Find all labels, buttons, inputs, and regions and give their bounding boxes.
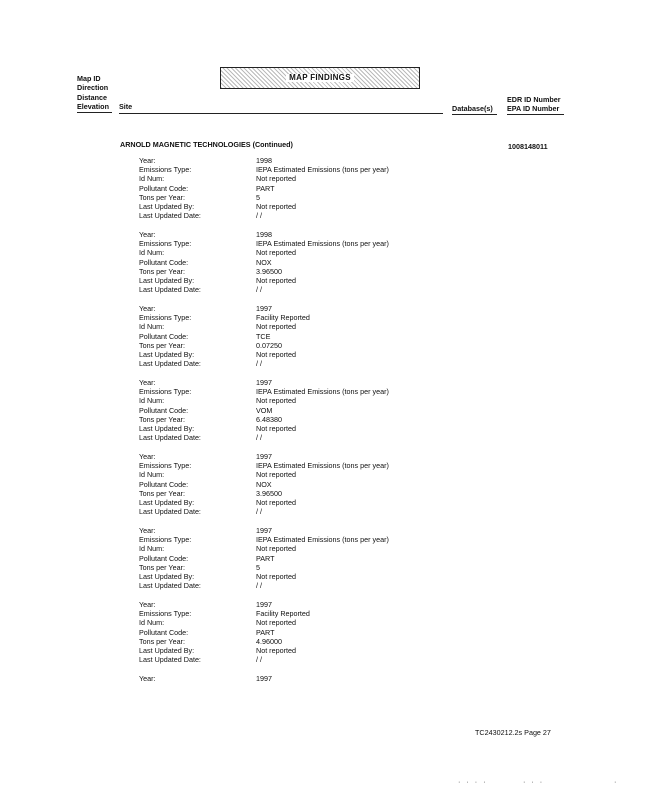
field-value-pollutant-code: PART [256, 183, 275, 193]
field-label-last-updated-date: Last Updated Date: [139, 581, 201, 591]
field-label-pollutant-code: Pollutant Code: [139, 479, 189, 489]
field-value-emissions-type: IEPA Estimated Emissions (tons per year) [256, 461, 389, 471]
distance-label: Distance [77, 92, 107, 102]
field-label-emissions-type: Emissions Type: [139, 165, 192, 175]
field-label-last-updated-date: Last Updated Date: [139, 655, 201, 665]
field-label-id-num: Id Num: [139, 174, 165, 184]
field-value-emissions-type: IEPA Estimated Emissions (tons per year) [256, 239, 389, 249]
field-label-year: Year: [139, 378, 156, 387]
field-label-year: Year: [139, 304, 156, 313]
field-label-year: Year: [139, 452, 156, 461]
field-value-tons-per-year: 3.96500 [256, 488, 282, 498]
edr-id-value: 1008148011 [508, 142, 548, 151]
field-label-last-updated-date: Last Updated Date: [139, 211, 201, 221]
field-label-pollutant-code: Pollutant Code: [139, 405, 189, 415]
field-label-last-updated-date: Last Updated Date: [139, 433, 201, 443]
field-label-last-updated-by: Last Updated By: [139, 201, 195, 211]
map-findings-banner [220, 67, 420, 89]
field-label-emissions-type: Emissions Type: [139, 313, 192, 323]
field-value-pollutant-code: NOX [256, 257, 272, 267]
field-value-last-updated-by: Not reported [256, 275, 296, 285]
field-label-pollutant-code: Pollutant Code: [139, 627, 189, 637]
field-label-id-num: Id Num: [139, 618, 165, 628]
field-label-last-updated-by: Last Updated By: [139, 497, 195, 507]
field-value-id-num: Not reported [256, 470, 296, 480]
field-value-id-num: Not reported [256, 174, 296, 184]
field-label-tons-per-year: Tons per Year: [139, 488, 185, 498]
field-value-last-updated-date: / / [256, 581, 262, 591]
field-label-id-num: Id Num: [139, 544, 165, 554]
field-value-year: 1997 [256, 304, 272, 313]
field-label-tons-per-year: Tons per Year: [139, 340, 185, 350]
scan-dots: · · · · [458, 777, 488, 786]
field-value-tons-per-year: 4.96000 [256, 636, 282, 646]
field-label-last-updated-date: Last Updated Date: [139, 507, 201, 517]
field-value-emissions-type: Facility Reported [256, 609, 310, 619]
field-label-pollutant-code: Pollutant Code: [139, 183, 189, 193]
field-label-last-updated-by: Last Updated By: [139, 571, 195, 581]
page-reference: TC2430212.2s Page 27 [475, 728, 551, 737]
field-value-last-updated-date: / / [256, 359, 262, 369]
field-label-emissions-type: Emissions Type: [139, 535, 192, 545]
field-label-id-num: Id Num: [139, 322, 165, 332]
field-value-last-updated-by: Not reported [256, 497, 296, 507]
field-label-tons-per-year: Tons per Year: [139, 636, 185, 646]
field-value-last-updated-date: / / [256, 433, 262, 443]
field-value-emissions-type: IEPA Estimated Emissions (tons per year) [256, 165, 389, 175]
field-value-year: 1997 [256, 526, 272, 535]
scan-dots: · · · [523, 777, 545, 786]
field-label-pollutant-code: Pollutant Code: [139, 257, 189, 267]
field-value-last-updated-by: Not reported [256, 349, 296, 359]
database-column-label: Database(s) [452, 104, 493, 113]
header-rule-site [119, 113, 443, 114]
field-value-emissions-type: Facility Reported [256, 313, 310, 323]
field-value-tons-per-year: 6.48380 [256, 414, 282, 424]
field-label-year: Year: [139, 526, 156, 535]
field-label-pollutant-code: Pollutant Code: [139, 553, 189, 563]
field-label-last-updated-by: Last Updated By: [139, 275, 195, 285]
field-value-tons-per-year: 5 [256, 192, 260, 202]
field-value-emissions-type: IEPA Estimated Emissions (tons per year) [256, 387, 389, 397]
site-name: ARNOLD MAGNETIC TECHNOLOGIES (Continued) [120, 140, 293, 149]
field-value-year: 1998 [256, 230, 272, 239]
header-rule-left [77, 112, 112, 113]
field-label-tons-per-year: Tons per Year: [139, 266, 185, 276]
field-label-emissions-type: Emissions Type: [139, 461, 192, 471]
field-value-id-num: Not reported [256, 248, 296, 258]
field-value-emissions-type: IEPA Estimated Emissions (tons per year) [256, 535, 389, 545]
field-value-last-updated-by: Not reported [256, 201, 296, 211]
field-label-last-updated-date: Last Updated Date: [139, 359, 201, 369]
field-value-id-num: Not reported [256, 544, 296, 554]
field-value-last-updated-date: / / [256, 211, 262, 221]
field-value-last-updated-date: / / [256, 655, 262, 665]
header-rule-database [452, 114, 497, 115]
edr-id-number-label: EDR ID Number [507, 95, 561, 104]
field-label-tons-per-year: Tons per Year: [139, 562, 185, 572]
field-label-id-num: Id Num: [139, 248, 165, 258]
elevation-label: Elevation [77, 101, 109, 111]
field-value-pollutant-code: VOM [256, 405, 273, 415]
field-value-id-num: Not reported [256, 322, 296, 332]
field-value-last-updated-date: / / [256, 507, 262, 517]
field-value-year: 1997 [256, 674, 272, 683]
field-label-year: Year: [139, 230, 156, 239]
epa-id-number-label: EPA ID Number [507, 104, 560, 113]
field-value-pollutant-code: TCE [256, 331, 271, 341]
field-value-last-updated-by: Not reported [256, 423, 296, 433]
field-value-id-num: Not reported [256, 396, 296, 406]
field-label-last-updated-by: Last Updated By: [139, 349, 195, 359]
field-label-tons-per-year: Tons per Year: [139, 414, 185, 424]
field-label-year: Year: [139, 674, 156, 683]
field-label-last-updated-by: Last Updated By: [139, 645, 195, 655]
scan-dots: · [614, 777, 619, 786]
map-id-header [77, 75, 109, 112]
field-value-year: 1998 [256, 156, 272, 165]
field-label-emissions-type: Emissions Type: [139, 387, 192, 397]
field-label-id-num: Id Num: [139, 470, 165, 480]
id-number-labels [507, 96, 561, 114]
field-label-pollutant-code: Pollutant Code: [139, 331, 189, 341]
site-column-label: Site [119, 102, 133, 111]
banner-title: MAP FINDINGS [286, 74, 354, 82]
field-label-year: Year: [139, 600, 156, 609]
header-rule-right [507, 114, 564, 115]
map-id-label: Map ID [77, 74, 101, 83]
field-value-last-updated-date: / / [256, 285, 262, 295]
field-value-last-updated-by: Not reported [256, 645, 296, 655]
field-label-tons-per-year: Tons per Year: [139, 192, 185, 202]
field-value-last-updated-by: Not reported [256, 571, 296, 581]
field-value-year: 1997 [256, 600, 272, 609]
field-value-tons-per-year: 5 [256, 562, 260, 572]
field-label-id-num: Id Num: [139, 396, 165, 406]
field-label-last-updated-date: Last Updated Date: [139, 285, 201, 295]
field-value-id-num: Not reported [256, 618, 296, 628]
field-label-year: Year: [139, 156, 156, 165]
field-label-emissions-type: Emissions Type: [139, 609, 192, 619]
field-value-tons-per-year: 3.96500 [256, 266, 282, 276]
field-label-emissions-type: Emissions Type: [139, 239, 192, 249]
field-value-pollutant-code: PART [256, 553, 275, 563]
field-label-last-updated-by: Last Updated By: [139, 423, 195, 433]
field-value-year: 1997 [256, 452, 272, 461]
field-value-pollutant-code: NOX [256, 479, 272, 489]
direction-label: Direction [77, 83, 109, 93]
field-value-pollutant-code: PART [256, 627, 275, 637]
field-value-tons-per-year: 0.07250 [256, 340, 282, 350]
field-value-year: 1997 [256, 378, 272, 387]
